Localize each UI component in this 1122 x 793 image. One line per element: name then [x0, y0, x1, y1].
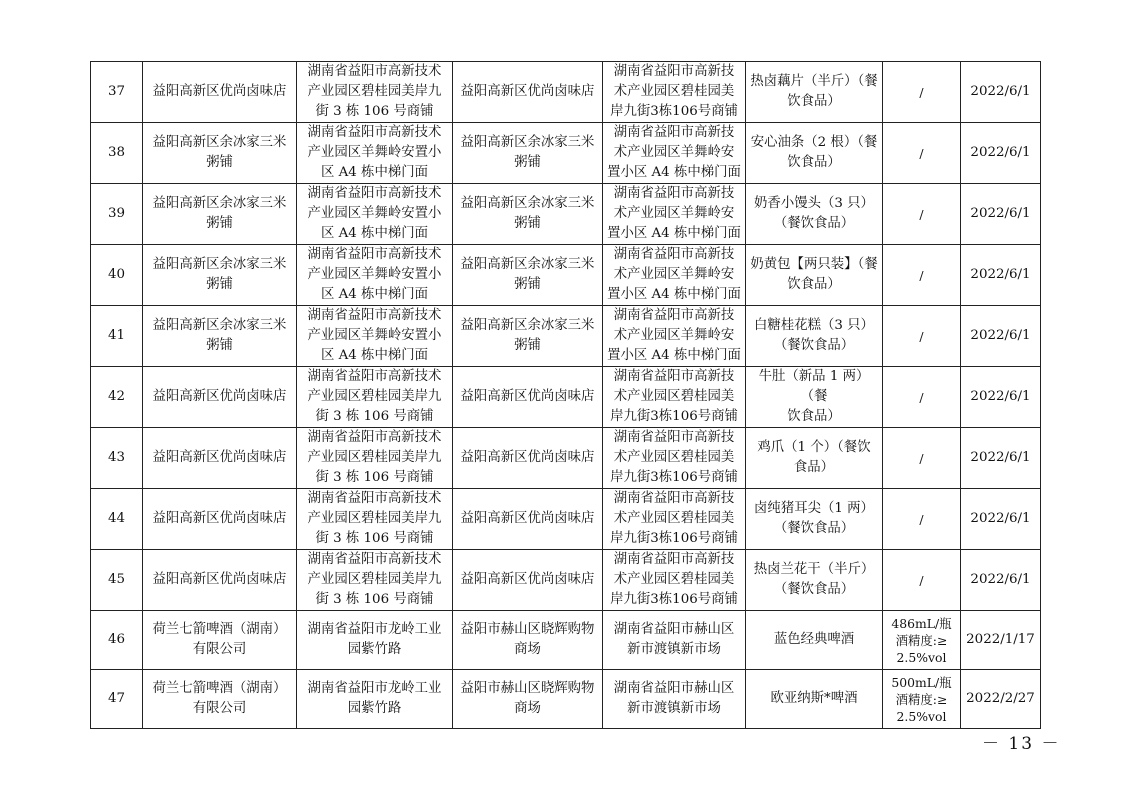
cell-text-line: 湖南省益阳市龙岭工业: [307, 681, 442, 696]
cell-text-line: 置小区 A4 栋中梯门面: [607, 348, 741, 363]
cell-text-line: 益阳高新区余冰家三米: [152, 257, 287, 272]
cell-text-line: 产业园区羊舞岭安置小: [307, 267, 442, 282]
row-number-cell: 38: [91, 123, 143, 184]
cell-text-line: 安心油条（2 根）（餐: [750, 135, 878, 150]
product-name-cell: [746, 245, 883, 306]
table-body: [91, 62, 1041, 729]
cell-text-line: 益阳高新区余冰家三米: [460, 318, 595, 333]
cell-text-line: 粥铺: [514, 155, 541, 170]
cell-text-line: 湖南省益阳市高新技: [613, 552, 735, 567]
producer-name-cell: [143, 306, 297, 367]
cell-text-line: 产业园区碧桂园美岸九: [307, 84, 442, 99]
cell-text-line: 湖南省益阳市高新技: [613, 186, 735, 201]
specification-cell: [883, 611, 961, 670]
cell-text-line: 置小区 A4 栋中梯门面: [607, 287, 741, 302]
cell-text-line: 2.5%vol: [896, 649, 947, 665]
cell-text-line: 奶黄包【两只装】（餐: [750, 257, 878, 272]
cell-text-line: 益阳高新区优尚卤味店: [460, 572, 595, 587]
specification-cell: [883, 184, 961, 245]
seller-name-cell: [453, 670, 603, 729]
cell-text-line: 产业园区羊舞岭安置小: [307, 145, 442, 160]
producer-name-cell: [143, 670, 297, 729]
cell-text-line: 粥铺: [514, 277, 541, 292]
producer-address-cell: [297, 670, 453, 729]
table-row: [91, 489, 1041, 550]
cell-text-line: 2.5%vol: [896, 708, 947, 724]
cell-text-line: 卤纯猪耳尖（1 两）: [754, 501, 874, 516]
production-date-cell: 2022/6/1: [961, 184, 1041, 245]
cell-text-line: 500mL/瓶: [891, 674, 952, 690]
producer-name-cell: [143, 611, 297, 670]
cell-text-line: 白糖桂花糕（3 只）: [754, 318, 874, 333]
cell-text-line: 粥铺: [206, 155, 233, 170]
cell-text-line: 产业园区羊舞岭安置小: [307, 328, 442, 343]
specification-cell: [883, 245, 961, 306]
row-number-cell: 40: [91, 245, 143, 306]
cell-text-line: 置小区 A4 栋中梯门面: [607, 165, 741, 180]
cell-text-line: 酒精度:≥: [895, 632, 948, 648]
seller-address-cell: [603, 550, 746, 611]
row-number-cell: 37: [91, 62, 143, 123]
cell-text-line: 街 3 栋 106 号商铺: [315, 531, 434, 546]
table-row: [91, 670, 1041, 729]
cell-text-line: 术产业园区碧桂园美: [613, 84, 735, 99]
cell-text-line: 湖南省益阳市高新技: [613, 125, 735, 140]
cell-text-line: 热卤藕片（半斤）（餐: [750, 74, 878, 89]
cell-text-line: 岸九街3栋106号商铺: [610, 409, 738, 424]
producer-address-cell: [297, 550, 453, 611]
specification-cell: [883, 306, 961, 367]
production-date-cell: 2022/6/1: [961, 428, 1041, 489]
cell-text-line: /: [919, 572, 924, 588]
row-number-cell: 44: [91, 489, 143, 550]
cell-text-line: 益阳高新区余冰家三米: [460, 196, 595, 211]
cell-text-line: 食品）: [793, 460, 835, 475]
cell-text-line: 湖南省益阳市高新技: [613, 430, 735, 445]
cell-text-line: （餐饮食品）: [773, 582, 855, 597]
producer-address-cell: [297, 306, 453, 367]
cell-text-line: 鸡爪（1 个）（餐饮: [757, 440, 871, 455]
cell-text-line: （餐饮食品）: [773, 521, 855, 536]
cell-text-line: 粥铺: [206, 277, 233, 292]
cell-text-line: （餐饮食品）: [773, 338, 855, 353]
row-number-cell: 45: [91, 550, 143, 611]
cell-text-line: 街 3 栋 106 号商铺: [315, 470, 434, 485]
cell-text-line: 产业园区碧桂园美岸九: [307, 572, 442, 587]
cell-text-line: 益阳高新区优尚卤味店: [460, 450, 595, 465]
cell-text-line: 术产业园区碧桂园美: [613, 511, 735, 526]
cell-text-line: 街 3 栋 106 号商铺: [315, 592, 434, 607]
cell-text-line: /: [919, 267, 924, 283]
cell-text-line: 益阳高新区优尚卤味店: [152, 511, 287, 526]
cell-text-line: 湖南省益阳市赫山区: [613, 681, 735, 696]
cell-text-line: 益阳高新区优尚卤味店: [152, 450, 287, 465]
product-name-cell: [746, 62, 883, 123]
cell-text-line: 湖南省益阳市赫山区: [613, 622, 735, 637]
cell-text-line: 区 A4 栋中梯门面: [320, 287, 429, 302]
cell-text-line: 益阳高新区优尚卤味店: [152, 572, 287, 587]
cell-text-line: 粥铺: [206, 216, 233, 231]
table-row: [91, 123, 1041, 184]
row-number-cell: 47: [91, 670, 143, 729]
table-row: [91, 306, 1041, 367]
cell-text-line: 岸九街3栋106号商铺: [610, 104, 738, 119]
cell-text-line: 岸九街3栋106号商铺: [610, 531, 738, 546]
table-row: [91, 184, 1041, 245]
row-number-cell: 41: [91, 306, 143, 367]
production-date-cell: 2022/1/17: [961, 611, 1041, 670]
cell-text-line: 湖南省益阳市高新技术: [307, 369, 442, 384]
specification-cell: [883, 550, 961, 611]
cell-text-line: 湖南省益阳市高新技: [613, 369, 735, 384]
cell-text-line: 益阳高新区优尚卤味店: [460, 511, 595, 526]
cell-text-line: 术产业园区羊舞岭安: [613, 328, 735, 343]
specification-cell: [883, 62, 961, 123]
seller-address-cell: [603, 306, 746, 367]
cell-text-line: 饮食品）: [787, 277, 841, 292]
seller-address-cell: [603, 62, 746, 123]
seller-address-cell: [603, 428, 746, 489]
cell-text-line: 产业园区碧桂园美岸九: [307, 450, 442, 465]
cell-text-line: 热卤兰花干（半斤）: [753, 562, 875, 577]
production-date-cell: 2022/2/27: [961, 670, 1041, 729]
seller-name-cell: [453, 245, 603, 306]
production-date-cell: 2022/6/1: [961, 306, 1041, 367]
cell-text-line: 饮食品）: [787, 94, 841, 109]
cell-text-line: 区 A4 栋中梯门面: [320, 165, 429, 180]
producer-address-cell: [297, 611, 453, 670]
cell-text-line: 园紫竹路: [347, 642, 402, 657]
specification-cell: [883, 428, 961, 489]
seller-address-cell: [603, 489, 746, 550]
cell-text-line: 新市渡镇新市场: [627, 701, 721, 716]
production-date-cell: 2022/6/1: [961, 489, 1041, 550]
cell-text-line: 湖南省益阳市高新技术: [307, 247, 442, 262]
cell-text-line: 益阳高新区余冰家三米: [152, 196, 287, 211]
product-name-cell: [746, 611, 883, 670]
cell-text-line: 园紫竹路: [347, 701, 402, 716]
cell-text-line: 益阳高新区优尚卤味店: [460, 84, 595, 99]
table-row: [91, 62, 1041, 123]
cell-text-line: 街 3 栋 106 号商铺: [315, 409, 434, 424]
cell-text-line: 酒精度:≥: [895, 691, 948, 707]
cell-text-line: /: [919, 206, 924, 222]
cell-text-line: （餐饮食品）: [773, 216, 855, 231]
producer-address-cell: [297, 123, 453, 184]
producer-name-cell: [143, 123, 297, 184]
specification-cell: [883, 123, 961, 184]
cell-text-line: 益阳高新区余冰家三米: [460, 135, 595, 150]
product-name-cell: [746, 670, 883, 729]
production-date-cell: 2022/6/1: [961, 367, 1041, 428]
row-number-cell: 39: [91, 184, 143, 245]
seller-address-cell: [603, 367, 746, 428]
cell-text-line: /: [919, 511, 924, 527]
cell-text-line: /: [919, 328, 924, 344]
cell-text-line: 新市渡镇新市场: [627, 642, 721, 657]
cell-text-line: 区 A4 栋中梯门面: [320, 226, 429, 241]
cell-text-line: 益阳高新区优尚卤味店: [152, 389, 287, 404]
cell-text-line: 益阳高新区优尚卤味店: [460, 389, 595, 404]
seller-name-cell: [453, 62, 603, 123]
cell-text-line: 486mL/瓶: [891, 615, 952, 631]
table-row: [91, 550, 1041, 611]
cell-text-line: 粥铺: [514, 338, 541, 353]
seller-name-cell: [453, 367, 603, 428]
specification-cell: [883, 367, 961, 428]
product-name-cell: [746, 367, 883, 428]
cell-text-line: /: [919, 145, 924, 161]
producer-name-cell: [143, 489, 297, 550]
cell-text-line: 粥铺: [514, 216, 541, 231]
cell-text-line: 益阳市赫山区晓辉购物: [460, 681, 595, 696]
producer-name-cell: [143, 62, 297, 123]
row-number-cell: 46: [91, 611, 143, 670]
cell-text-line: 湖南省益阳市高新技术: [307, 430, 442, 445]
cell-text-line: 益阳高新区优尚卤味店: [152, 84, 287, 99]
specification-cell: [883, 670, 961, 729]
cell-text-line: 湖南省益阳市高新技术: [307, 125, 442, 140]
producer-address-cell: [297, 367, 453, 428]
producer-address-cell: [297, 62, 453, 123]
cell-text-line: 商场: [514, 642, 541, 657]
cell-text-line: 粥铺: [206, 338, 233, 353]
seller-name-cell: [453, 489, 603, 550]
seller-name-cell: [453, 306, 603, 367]
producer-name-cell: [143, 428, 297, 489]
cell-text-line: 奶香小馒头（3 只）: [754, 196, 874, 211]
table-row: [91, 611, 1041, 670]
cell-text-line: 有限公司: [192, 701, 247, 716]
producer-address-cell: [297, 428, 453, 489]
specification-cell: [883, 489, 961, 550]
seller-name-cell: [453, 184, 603, 245]
cell-text-line: 益阳高新区余冰家三米: [152, 135, 287, 150]
cell-text-line: 益阳市赫山区晓辉购物: [460, 622, 595, 637]
product-name-cell: [746, 123, 883, 184]
seller-name-cell: [453, 550, 603, 611]
cell-text-line: 蓝色经典啤酒: [773, 632, 855, 647]
cell-text-line: 益阳高新区余冰家三米: [152, 318, 287, 333]
cell-text-line: 湖南省益阳市高新技术: [307, 491, 442, 506]
production-date-cell: 2022/6/1: [961, 123, 1041, 184]
product-name-cell: [746, 428, 883, 489]
producer-address-cell: [297, 184, 453, 245]
cell-text-line: /: [919, 450, 924, 466]
inspection-table: [90, 61, 1041, 729]
cell-text-line: 产业园区碧桂园美岸九: [307, 511, 442, 526]
cell-text-line: 湖南省益阳市高新技: [613, 308, 735, 323]
seller-address-cell: [603, 670, 746, 729]
row-number-cell: 43: [91, 428, 143, 489]
seller-name-cell: [453, 611, 603, 670]
cell-text-line: 街 3 栋 106 号商铺: [315, 104, 434, 119]
cell-text-line: /: [919, 389, 924, 405]
seller-name-cell: [453, 428, 603, 489]
cell-text-line: 湖南省益阳市高新技术: [307, 552, 442, 567]
cell-text-line: 有限公司: [192, 642, 247, 657]
cell-text-line: 湖南省益阳市高新技: [613, 64, 735, 79]
cell-text-line: 术产业园区碧桂园美: [613, 389, 735, 404]
cell-text-line: 湖南省益阳市龙岭工业: [307, 622, 442, 637]
row-number-cell: 42: [91, 367, 143, 428]
cell-text-line: 荷兰七箭啤酒（湖南）: [152, 681, 287, 696]
cell-text-line: 术产业园区碧桂园美: [613, 450, 735, 465]
seller-address-cell: [603, 611, 746, 670]
product-name-cell: [746, 184, 883, 245]
cell-text-line: 术产业园区羊舞岭安: [613, 206, 735, 221]
page-number: － 13 －: [982, 734, 1061, 754]
cell-text-line: 术产业园区羊舞岭安: [613, 267, 735, 282]
producer-name-cell: [143, 367, 297, 428]
producer-address-cell: [297, 245, 453, 306]
cell-text-line: 湖南省益阳市高新技: [613, 247, 735, 262]
production-date-cell: 2022/6/1: [961, 550, 1041, 611]
seller-address-cell: [603, 245, 746, 306]
cell-text-line: 饮食品）: [787, 409, 841, 424]
producer-name-cell: [143, 245, 297, 306]
cell-text-line: 欧亚纳斯*啤酒: [770, 691, 858, 706]
product-name-cell: [746, 550, 883, 611]
production-date-cell: 2022/6/1: [961, 245, 1041, 306]
cell-text-line: 商场: [514, 701, 541, 716]
cell-text-line: 产业园区碧桂园美岸九: [307, 389, 442, 404]
cell-text-line: 术产业园区羊舞岭安: [613, 145, 735, 160]
producer-name-cell: [143, 184, 297, 245]
table-row: [91, 428, 1041, 489]
table-row: [91, 245, 1041, 306]
cell-text-line: 湖南省益阳市高新技术: [307, 64, 442, 79]
cell-text-line: 产业园区羊舞岭安置小: [307, 206, 442, 221]
cell-text-line: 术产业园区碧桂园美: [613, 572, 735, 587]
product-name-cell: [746, 306, 883, 367]
seller-address-cell: [603, 123, 746, 184]
cell-text-line: 饮食品）: [787, 155, 841, 170]
cell-text-line: 益阳高新区余冰家三米: [460, 257, 595, 272]
cell-text-line: 牛肚（新品 1 两）（餐: [758, 369, 870, 404]
cell-text-line: 荷兰七箭啤酒（湖南）: [152, 622, 287, 637]
product-name-cell: [746, 489, 883, 550]
cell-text-line: 置小区 A4 栋中梯门面: [607, 226, 741, 241]
table-row: [91, 367, 1041, 428]
cell-text-line: 区 A4 栋中梯门面: [320, 348, 429, 363]
cell-text-line: 岸九街3栋106号商铺: [610, 470, 738, 485]
cell-text-line: 湖南省益阳市高新技: [613, 491, 735, 506]
seller-address-cell: [603, 184, 746, 245]
production-date-cell: 2022/6/1: [961, 62, 1041, 123]
producer-name-cell: [143, 550, 297, 611]
seller-name-cell: [453, 123, 603, 184]
cell-text-line: 湖南省益阳市高新技术: [307, 308, 442, 323]
cell-text-line: 岸九街3栋106号商铺: [610, 592, 738, 607]
cell-text-line: /: [919, 84, 924, 100]
cell-text-line: 湖南省益阳市高新技术: [307, 186, 442, 201]
producer-address-cell: [297, 489, 453, 550]
